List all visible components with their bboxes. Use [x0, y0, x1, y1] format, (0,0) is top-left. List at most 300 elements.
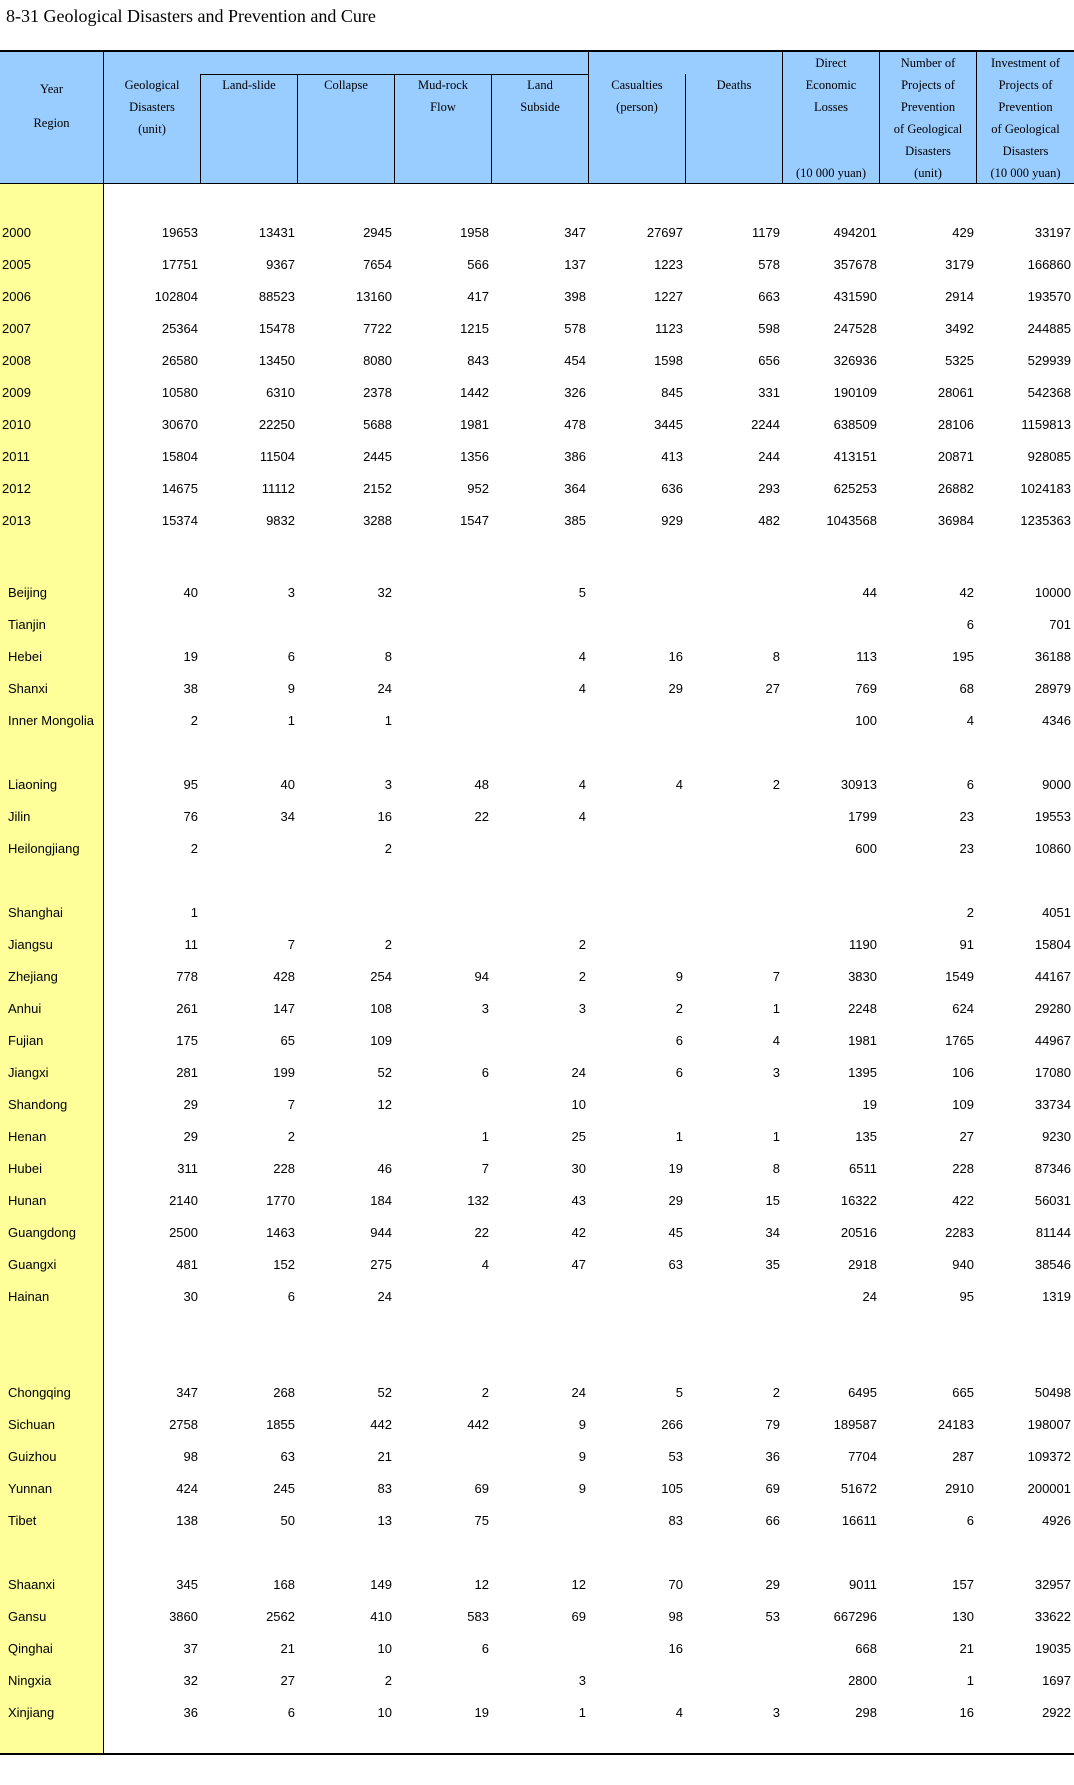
table-cell: 109 [370, 1033, 392, 1048]
table-cell: 113 [856, 649, 877, 664]
table-cell: 88523 [258, 289, 295, 304]
header-line: Flow [430, 100, 456, 114]
table-cell: 8 [772, 1161, 780, 1176]
bottom-rule [0, 1753, 1074, 1755]
row-label-region: Shanxi [8, 681, 48, 696]
table-cell: 30 [571, 1161, 586, 1176]
table-cell: 35 [765, 1257, 780, 1272]
table-cell: 1855 [266, 1417, 295, 1432]
table-row [0, 905, 1074, 925]
table-cell: 19 [862, 1097, 877, 1112]
table-cell: 200001 [1027, 1481, 1071, 1496]
table-cell: 778 [176, 969, 198, 984]
table-cell: 63 [668, 1257, 683, 1272]
table-cell: 22250 [258, 417, 295, 432]
table-cell: 13160 [355, 289, 392, 304]
header-line: Geological [124, 78, 180, 92]
table-cell: 636 [661, 481, 683, 496]
table-cell: 2 [966, 905, 974, 920]
table-cell: 9230 [1042, 1129, 1071, 1144]
table-cell: 70 [668, 1577, 683, 1592]
table-cell: 9 [578, 1417, 586, 1432]
table-cell: 20516 [840, 1225, 877, 1240]
table-cell: 1215 [460, 321, 489, 336]
table-cell: 56031 [1034, 1193, 1071, 1208]
header-direct-economic-losses [783, 52, 879, 184]
table-cell: 184 [370, 1193, 392, 1208]
table-cell: 5 [675, 1385, 683, 1400]
table-cell: 1981 [460, 417, 489, 432]
row-label-region: Jiangsu [8, 937, 53, 952]
table-cell: 478 [564, 417, 586, 432]
header-line: Disasters [905, 144, 951, 158]
table-cell: 20871 [937, 449, 974, 464]
table-cell: 7722 [363, 321, 392, 336]
table-cell: 413151 [833, 449, 877, 464]
table-cell: 665 [952, 1385, 974, 1400]
table-cell: 1223 [654, 257, 683, 272]
table-cell: 442 [467, 1417, 489, 1432]
table-cell: 52 [377, 1385, 392, 1400]
table-cell: 6 [287, 1289, 295, 1304]
table-cell: 135 [855, 1129, 877, 1144]
table-cell: 1598 [654, 353, 683, 368]
table-cell: 431590 [833, 289, 877, 304]
row-label-year: 2011 [2, 449, 30, 464]
header-line: Direct [815, 56, 847, 70]
table-row [0, 841, 1074, 861]
table-cell: 424 [176, 1481, 198, 1496]
table-cell: 4926 [1042, 1513, 1071, 1528]
header-mudrock-flow [395, 74, 491, 118]
header-region: Region [33, 116, 70, 130]
table-cell: 4 [675, 1705, 683, 1720]
header-line: Projects of [998, 78, 1053, 92]
table-cell: 28106 [937, 417, 974, 432]
table-cell: 83 [668, 1513, 683, 1528]
table-cell: 2152 [363, 481, 392, 496]
table-cell: 15804 [1034, 937, 1071, 952]
table-cell: 1765 [945, 1033, 974, 1048]
table-cell: 109 [952, 1097, 974, 1112]
header-divider [588, 52, 589, 184]
table-cell: 40 [280, 777, 295, 792]
table-cell: 1356 [460, 449, 489, 464]
row-label-region: Gansu [8, 1609, 47, 1624]
table-cell: 663 [758, 289, 780, 304]
table-cell: 245 [273, 1481, 295, 1496]
table-cell: 413 [661, 449, 683, 464]
table-cell: 34 [765, 1225, 780, 1240]
table-cell: 9000 [1042, 777, 1071, 792]
table-cell: 52 [377, 1065, 392, 1080]
table-cell: 667296 [833, 1609, 877, 1624]
table-cell: 12 [474, 1577, 489, 1592]
table-cell: 625253 [833, 481, 877, 496]
table-row [0, 1193, 1074, 1213]
table-cell: 6 [966, 1513, 974, 1528]
table-cell: 36 [765, 1449, 780, 1464]
table-cell: 1227 [654, 289, 683, 304]
table-cell: 25 [571, 1129, 586, 1144]
table-row [0, 1449, 1074, 1469]
table-cell: 2500 [169, 1225, 198, 1240]
table-cell: 2800 [848, 1673, 877, 1688]
table-cell: 6310 [266, 385, 295, 400]
table-cell: 10 [377, 1705, 392, 1720]
table-cell: 11112 [261, 481, 295, 496]
table-cell: 13450 [258, 353, 295, 368]
table-cell: 91 [959, 937, 974, 952]
table-cell: 30913 [840, 777, 877, 792]
table-cell: 9 [578, 1449, 586, 1464]
table-cell: 152 [273, 1257, 295, 1272]
table-cell: 656 [758, 353, 780, 368]
table-cell: 3288 [363, 513, 392, 528]
table-cell: 13431 [258, 225, 295, 240]
table-cell: 36 [183, 1705, 198, 1720]
row-label-region: Henan [8, 1129, 47, 1144]
table-cell: 3 [772, 1705, 780, 1720]
table-cell: 16 [959, 1705, 974, 1720]
table-row [0, 1417, 1074, 1437]
header-line: (unit) [914, 166, 942, 180]
table-row [0, 449, 1074, 469]
table-cell: 428 [273, 969, 295, 984]
header-year-region [0, 78, 103, 134]
table-cell: 228 [273, 1161, 295, 1176]
table-cell: 3492 [945, 321, 974, 336]
row-label-region: Shaanxi [8, 1577, 55, 1592]
table-cell: 4 [578, 681, 586, 696]
table-cell: 4 [675, 777, 683, 792]
table-cell: 2 [675, 1001, 683, 1016]
table-cell: 30 [183, 1289, 198, 1304]
table-cell: 157 [952, 1577, 974, 1592]
table-cell: 8080 [363, 353, 392, 368]
table-cell: 26882 [937, 481, 974, 496]
table-cell: 4 [578, 649, 586, 664]
table-cell: 254 [370, 969, 392, 984]
row-label-region: Hebei [8, 649, 42, 664]
table-cell: 65 [280, 1033, 295, 1048]
table-cell: 1 [384, 713, 392, 728]
table-cell: 100 [855, 713, 877, 728]
table-cell: 16 [668, 649, 683, 664]
table-cell: 422 [952, 1193, 974, 1208]
table-cell: 87346 [1034, 1161, 1071, 1176]
table-row [0, 1673, 1074, 1693]
table-cell: 1547 [460, 513, 489, 528]
table-cell: 10 [571, 1097, 586, 1112]
table-cell: 7704 [848, 1449, 877, 1464]
table-row [0, 225, 1074, 245]
table-cell: 19653 [161, 225, 198, 240]
table-cell: 68 [959, 681, 974, 696]
row-label-region: Fujian [8, 1033, 44, 1048]
table-cell: 42 [959, 585, 974, 600]
table-cell: 66 [765, 1513, 780, 1528]
table-cell: 598 [758, 321, 780, 336]
table-row [0, 649, 1074, 669]
table-cell: 132 [467, 1193, 489, 1208]
row-label-region: Guangdong [8, 1225, 76, 1240]
table-row [0, 481, 1074, 501]
table-cell: 9367 [266, 257, 295, 272]
row-label-region: Hainan [8, 1289, 50, 1304]
table-cell: 3 [287, 585, 295, 600]
table-cell: 24 [571, 1065, 586, 1080]
table-row [0, 289, 1074, 309]
table-cell: 6 [675, 1033, 683, 1048]
table-cell: 1 [578, 1705, 586, 1720]
table-cell: 2248 [848, 1001, 877, 1016]
table-cell: 13 [377, 1513, 392, 1528]
table-header [0, 52, 1074, 184]
table-cell: 3 [481, 1001, 489, 1016]
table-cell: 16 [668, 1641, 683, 1656]
table-row [0, 1129, 1074, 1149]
table-cell: 311 [177, 1161, 198, 1176]
table-cell: 147 [273, 1001, 295, 1016]
row-label-region: Ningxia [8, 1673, 52, 1688]
table-cell: 43 [571, 1193, 586, 1208]
header-line: Disasters [129, 100, 175, 114]
table-cell: 266 [661, 1417, 683, 1432]
table-cell: 16 [377, 809, 392, 824]
table-cell: 8 [384, 649, 392, 664]
table-row [0, 417, 1074, 437]
table-cell: 1697 [1042, 1673, 1071, 1688]
table-cell: 44967 [1034, 1033, 1071, 1048]
header-line: of Geological [893, 122, 963, 136]
table-cell: 12 [377, 1097, 392, 1112]
table-cell: 94 [474, 969, 489, 984]
table-cell: 24 [377, 1289, 392, 1304]
table-cell: 15374 [161, 513, 198, 528]
table-cell: 843 [467, 353, 489, 368]
table-cell: 2445 [363, 449, 392, 464]
table-cell: 19 [183, 649, 198, 664]
table-cell: 3830 [848, 969, 877, 984]
table-cell: 33734 [1034, 1097, 1071, 1112]
header-line: Prevention [998, 100, 1053, 114]
table-cell: 69 [765, 1481, 780, 1496]
row-label-region: Tianjin [8, 617, 46, 632]
table-cell: 275 [370, 1257, 392, 1272]
table-cell: 27697 [646, 225, 683, 240]
table-cell: 75 [474, 1513, 489, 1528]
table-cell: 638509 [833, 417, 877, 432]
table-cell: 95 [183, 777, 198, 792]
table-cell: 244 [758, 449, 780, 464]
table-cell: 29 [765, 1577, 780, 1592]
table-cell: 6495 [848, 1385, 877, 1400]
table-cell: 6 [287, 649, 295, 664]
table-cell: 51672 [840, 1481, 877, 1496]
table-cell: 2914 [945, 289, 974, 304]
table-cell: 19035 [1034, 1641, 1071, 1656]
header-line: (unit) [138, 122, 166, 136]
table-row [0, 809, 1074, 829]
header-line: Number of [900, 56, 956, 70]
table-cell: 2910 [945, 1481, 974, 1496]
table-cell: 27 [765, 681, 780, 696]
row-label-year: 2012 [2, 481, 31, 496]
table-cell: 33622 [1034, 1609, 1071, 1624]
table-cell: 668 [855, 1641, 877, 1656]
row-label-region: Beijing [8, 585, 48, 600]
header-line: Subside [520, 100, 560, 114]
row-label-region: Yunnan [8, 1481, 53, 1496]
table-cell: 624 [952, 1001, 974, 1016]
table-cell: 108 [370, 1001, 392, 1016]
row-label-region: Heilongjiang [8, 841, 80, 856]
table-cell: 102804 [154, 289, 198, 304]
table-cell: 6511 [849, 1161, 877, 1176]
table-cell: 386 [564, 449, 586, 464]
table-cell: 944 [370, 1225, 392, 1240]
table-cell: 1442 [460, 385, 489, 400]
header-line: Losses [813, 100, 849, 114]
row-label-region: Inner Mongolia [8, 713, 94, 728]
table-cell: 5688 [363, 417, 392, 432]
table-cell: 247528 [833, 321, 877, 336]
table-cell: 2283 [945, 1225, 974, 1240]
table-cell: 81144 [1035, 1225, 1071, 1240]
table-cell: 6 [966, 617, 974, 632]
table-cell: 1 [675, 1129, 683, 1144]
table-cell: 47 [571, 1257, 586, 1272]
table-cell: 22 [474, 1225, 489, 1240]
table-cell: 69 [571, 1609, 586, 1624]
table-cell: 4051 [1042, 905, 1071, 920]
table-cell: 326936 [833, 353, 877, 368]
table-cell: 10580 [161, 385, 198, 400]
table-cell: 2 [384, 1673, 392, 1688]
header-line: of Geological [991, 122, 1060, 136]
page-title: 8-31 Geological Disasters and Prevention and Cure [6, 6, 376, 26]
table-cell: 9 [287, 681, 295, 696]
header-collapse: Collapse [324, 78, 368, 92]
table-cell: 940 [952, 1257, 974, 1272]
table-cell: 298 [855, 1705, 877, 1720]
header-land-subside [492, 74, 588, 118]
table-cell: 583 [467, 1609, 489, 1624]
table-cell: 22 [474, 809, 489, 824]
table-cell: 345 [176, 1577, 198, 1592]
table-cell: 28061 [937, 385, 974, 400]
table-cell: 1981 [848, 1033, 877, 1048]
table-cell: 3860 [169, 1609, 198, 1624]
row-label-region: Hunan [8, 1193, 47, 1208]
table-cell: 76 [183, 809, 198, 824]
table-cell: 4346 [1042, 713, 1071, 728]
table-row [0, 1097, 1074, 1117]
table-cell: 1319 [1042, 1289, 1071, 1304]
table-cell: 326 [564, 385, 586, 400]
table-cell: 429 [952, 225, 974, 240]
table-cell: 19 [474, 1705, 489, 1720]
table-cell: 138 [176, 1513, 198, 1528]
table-cell: 36188 [1034, 649, 1071, 664]
table-cell: 198007 [1027, 1417, 1071, 1432]
table-cell: 1190 [849, 937, 877, 952]
row-label-region: Liaoning [8, 777, 58, 792]
table-cell: 1159813 [1021, 417, 1071, 432]
table-cell: 130 [952, 1609, 974, 1624]
table-cell: 17080 [1034, 1065, 1071, 1080]
table-cell: 21 [959, 1641, 974, 1656]
table-cell: 45 [668, 1225, 683, 1240]
table-cell: 928085 [1027, 449, 1071, 464]
table-cell: 1179 [752, 225, 780, 240]
table-cell: 28979 [1034, 681, 1071, 696]
table-cell: 23 [959, 841, 974, 856]
table-cell: 9832 [266, 513, 295, 528]
table-cell: 15804 [161, 449, 198, 464]
row-label-region: Jiangxi [8, 1065, 49, 1080]
header-deaths: Deaths [716, 78, 752, 92]
table-cell: 2 [287, 1129, 295, 1144]
table-cell: 109372 [1027, 1449, 1071, 1464]
table-cell: 53 [765, 1609, 780, 1624]
table-cell: 3179 [945, 257, 974, 272]
table-cell: 2378 [363, 385, 392, 400]
table-cell: 7654 [363, 257, 392, 272]
table-cell: 29 [668, 681, 683, 696]
table-cell: 600 [855, 841, 877, 856]
table-row [0, 1705, 1074, 1725]
table-cell: 494201 [833, 225, 877, 240]
table-cell: 2 [481, 1385, 489, 1400]
table-cell: 529939 [1027, 353, 1071, 368]
table-row [0, 617, 1074, 637]
table-cell: 2 [772, 1385, 780, 1400]
table-cell: 32957 [1034, 1577, 1071, 1592]
table-cell: 2 [190, 713, 198, 728]
table-cell: 482 [758, 513, 780, 528]
header-line: Projects of [901, 78, 955, 92]
table-cell: 16322 [840, 1193, 877, 1208]
table-cell: 32 [377, 585, 392, 600]
table-cell: 845 [661, 385, 683, 400]
table-cell: 385 [564, 513, 586, 528]
table-cell: 410 [370, 1609, 392, 1624]
table-cell: 1 [287, 713, 295, 728]
table-cell: 189587 [833, 1417, 877, 1432]
table-cell: 8 [772, 649, 780, 664]
table-cell: 268 [273, 1385, 295, 1400]
table-cell: 4 [578, 777, 586, 792]
table-cell: 952 [467, 481, 489, 496]
table-cell: 442 [370, 1417, 392, 1432]
row-label-year: 2000 [2, 225, 31, 240]
table-cell: 2 [578, 969, 586, 984]
table-row [0, 321, 1074, 341]
row-label-region: Chongqing [8, 1385, 71, 1400]
table-cell: 11504 [259, 449, 295, 464]
row-label-region: Guizhou [8, 1449, 57, 1464]
table-cell: 3 [578, 1673, 586, 1688]
table-cell: 29 [183, 1097, 198, 1112]
header-line: Casualties [611, 78, 663, 92]
table-cell: 32 [183, 1673, 198, 1688]
row-label-region: Shandong [8, 1097, 68, 1112]
table-row [0, 937, 1074, 957]
table-cell: 6 [966, 777, 974, 792]
table-cell: 50498 [1034, 1385, 1071, 1400]
